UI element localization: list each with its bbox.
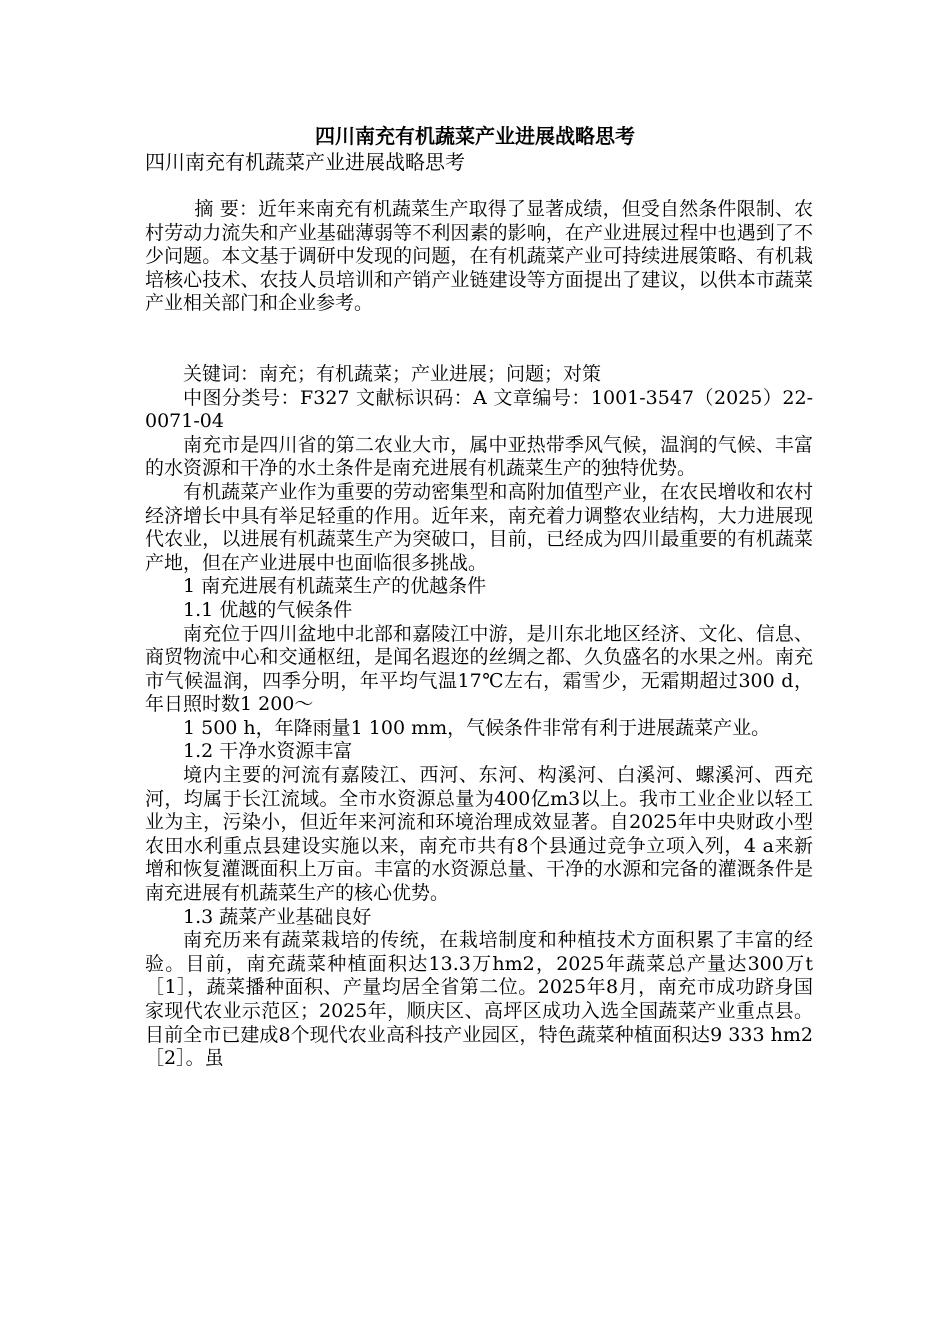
document-title: 四川南充有机蔬菜产业进展战略思考 — [315, 124, 635, 148]
section-heading-1-1: 1.1 优越的气候条件 — [183, 598, 353, 621]
body-paragraph-5: 境内主要的河流有嘉陵江、西河、东河、构溪河、白溪河、螺溪河、西充河，均属于长江流域。全市水资源总量为400亿m3以上。我市工业企业以轻工业为主，污染小，但近年来河流和环境治理成效显著。自2025年中央财政小型农田水利重点县建设实施以来，南充市共有8个县通过竞争立项入列，4 a来新增和恢复灌溉面积上万亩。丰富的水资源总量、干净的水源和完备的灌溉条件是南充进展有机蔬菜生产的核心优势。 — [145, 764, 813, 905]
body-paragraph-3: 南充位于四川盆地中北部和嘉陵江中游，是川东北地区经济、文化、信息、商贸物流中心和交通枢纽，是闻名遐迩的丝绸之都、久负盛名的水果之州。南充市气候温润，四季分明，年平均气温17℃左右，霜雪少，无霜期超过300 d，年日照时数1 200～ — [145, 622, 813, 716]
section-heading-1: 1 南充进展有机蔬菜生产的优越条件 — [183, 575, 487, 598]
body-paragraph-4: 1 500 h，年降雨量1 100 mm，气候条件非常有利于进展蔬菜产业。 — [183, 716, 771, 739]
classification-line: 中图分类号：F327 文献标识码：A 文章编号：1001-3547（2025）22-0071-04 — [145, 386, 813, 433]
body-paragraph-2: 有机蔬菜产业作为重要的劳动密集型和高附加值型产业，在农民增收和农村经济增长中具有举足轻重的作用。近年来，南充着力调整农业结构，大力进展现代农业，以进展有机蔬菜生产为突破口，目前，已经成为四川最重要的有机蔬菜产地，但在产业进展中也面临很多挑战。 — [145, 480, 813, 574]
keywords-line: 关键词：南充；有机蔬菜；产业进展；问题；对策 — [183, 362, 602, 385]
section-heading-1-2: 1.2 干净水资源丰富 — [183, 740, 353, 763]
body-paragraph-1: 南充市是四川省的第二农业大市，属中亚热带季风气候，温润的气候、丰富的水资源和干净的水土条件是南充进展有机蔬菜生产的独特优势。 — [145, 433, 813, 480]
spacer — [145, 316, 813, 363]
body-paragraph-6: 南充历来有蔬菜栽培的传统，在栽培制度和种植技术方面积累了丰富的经验。目前，南充蔬菜种植面积达13.3万hm2，2025年蔬菜总产量达300万t［1］，蔬菜播种面积、产量均居全省第二位。2025年8月，南充市成功跻身国家现代农业示范区；2025年，顺庆区、高坪区成功入选全国蔬菜产业重点县。目前全市已建成8个现代农业高科技产业园区，特色蔬菜种植面积达9 333 hm2［2］。虽 — [145, 929, 813, 1070]
abstract-paragraph: 摘 要：近年来南充有机蔬菜生产取得了显著成绩，但受自然条件限制、农村劳动力流失和产业基础薄弱等不利因素的影响，在产业进展过程中也遇到了不少问题。本文基于调研中发现的问题，在有机蔬菜产业可持续进展策略、有机栽培核心技术、农技人员培训和产销产业链建设等方面提出了建议，以供本市蔬菜产业相关部门和企业参考。 — [145, 198, 813, 315]
section-heading-1-3: 1.3 蔬菜产业基础良好 — [183, 905, 372, 928]
document-body — [145, 198, 813, 1071]
document-subtitle: 四川南充有机蔬菜产业进展战略思考 — [145, 150, 465, 174]
